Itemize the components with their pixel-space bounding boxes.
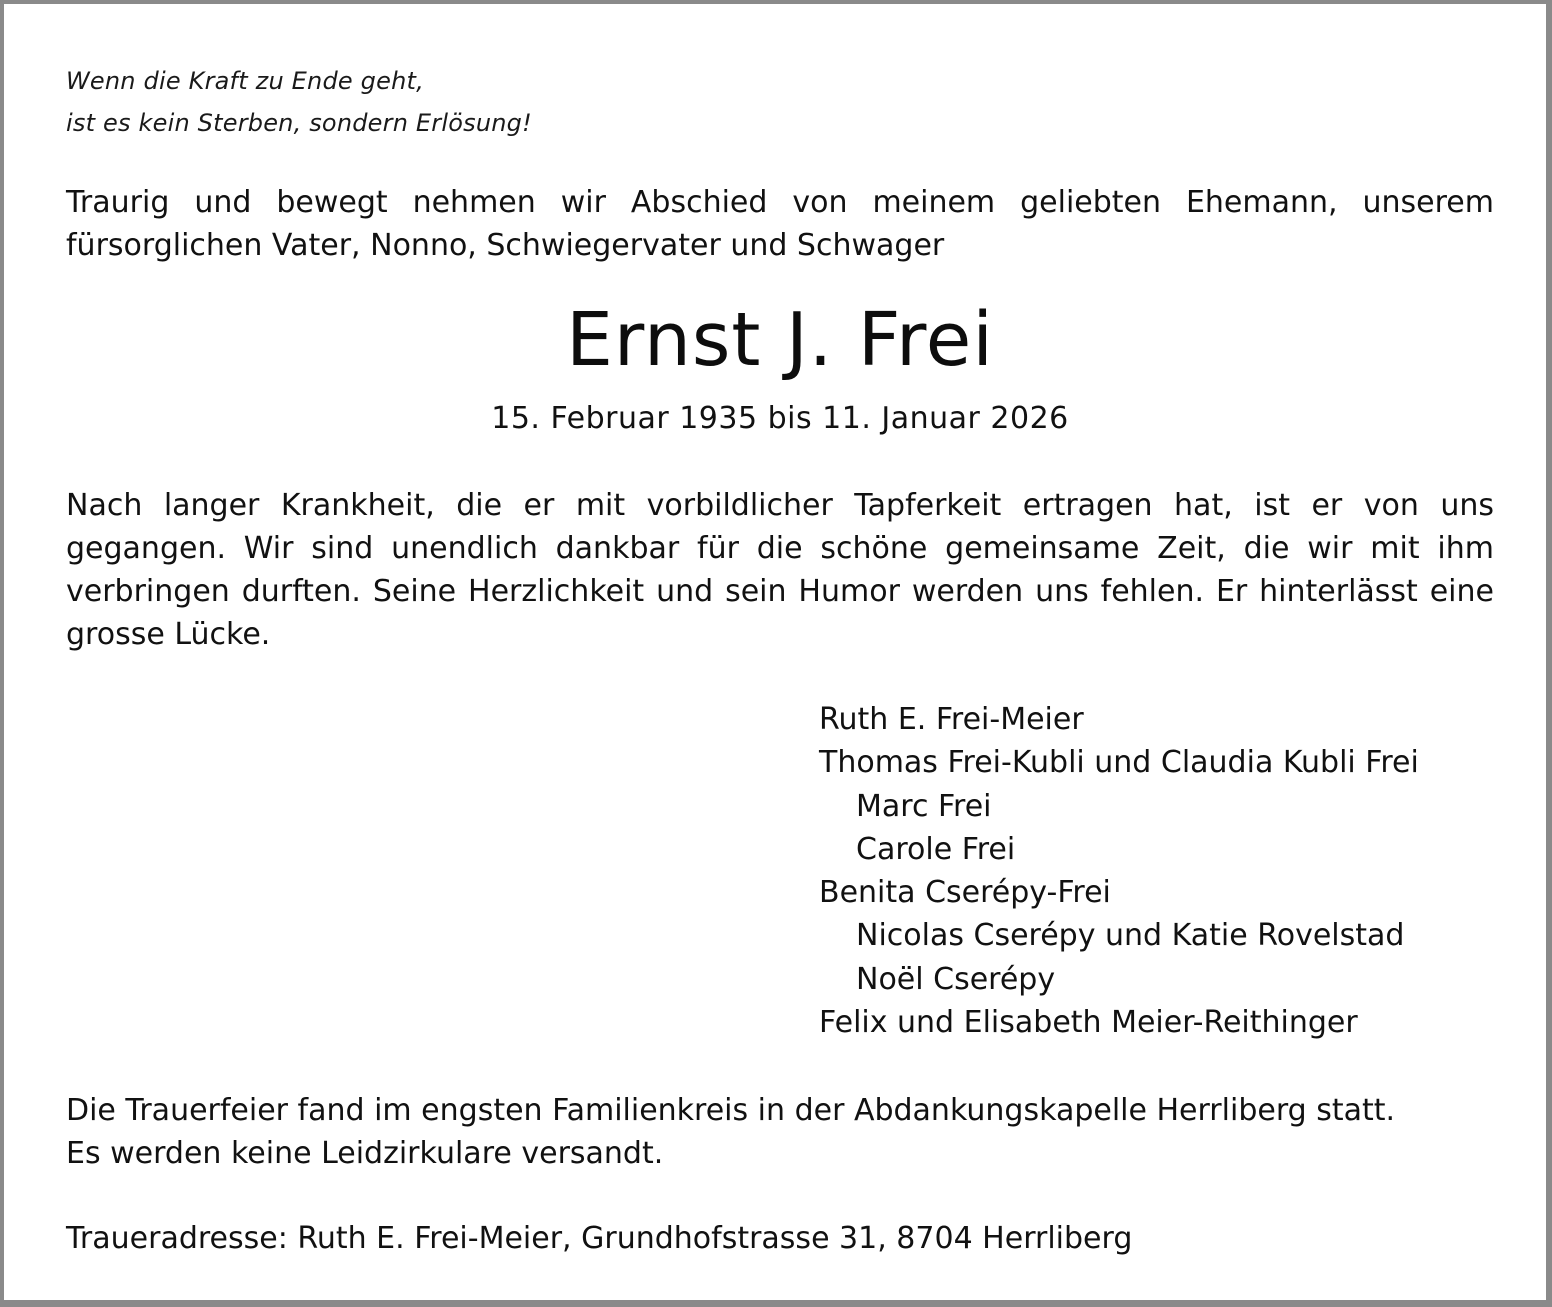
life-dates: 15. Februar 1935 bis 11. Januar 2026 [491,401,1069,436]
deceased-name: Ernst J. Frei [566,297,994,383]
mourner-entry: Thomas Frei-Kubli und Claudia Kubli Frei [819,745,1419,781]
body-paragraph: Nach langer Krankheit, die er mit vorbildlicher Tapferkeit ertragen hat, ist er von uns gegangen. Wir sind unendlich dankbar für die schöne gemeinsame Zeit, die wir mit ihm verbringen durften. Seine Herzlichkeit und sein Humor werden uns fehlen. Er hinterlässt eine grosse Lücke. [66,488,1494,652]
motto-line-1: Wenn die Kraft zu Ende geht, [66,67,424,95]
intro-paragraph: Traurig und bewegt nehmen wir Abschied von meinem geliebten Ehemann, unserem fürsorglichen Vater, Nonno, Schwiegervater und Schwager [66,185,1494,263]
mourner-entry-grandchild: Carole Frei [856,831,1016,867]
mourner-entry-grandchild: Nicolas Cserépy und Katie Rovelstad [856,918,1405,954]
ceremony-line-1: Die Trauerfeier fand im engsten Familienkreis in der Abdankungskapelle Herrliberg statt. [66,1093,1396,1128]
ceremony-line-2: Es werden keine Leidzirkulare versandt. [66,1136,664,1171]
mourner-entry: Ruth E. Frei-Meier [819,702,1084,737]
mourner-entry-grandchild: Noël Cserépy [856,961,1056,997]
mourning-address: Traueradresse: Ruth E. Frei-Meier, Grundhofstrasse 31, 8704 Herrliberg [66,1221,1133,1256]
mourners-list [819,698,1419,1044]
mourner-entry-grandchild: Marc Frei [856,788,992,824]
motto [66,60,532,144]
motto-line-2: ist es kein Sterben, sondern Erlösung! [66,109,532,137]
ceremony-info [66,1089,1395,1175]
mourner-entry: Benita Cserépy-Frei [819,875,1111,911]
mourner-entry: Felix und Elisabeth Meier-Reithinger [819,1005,1358,1041]
